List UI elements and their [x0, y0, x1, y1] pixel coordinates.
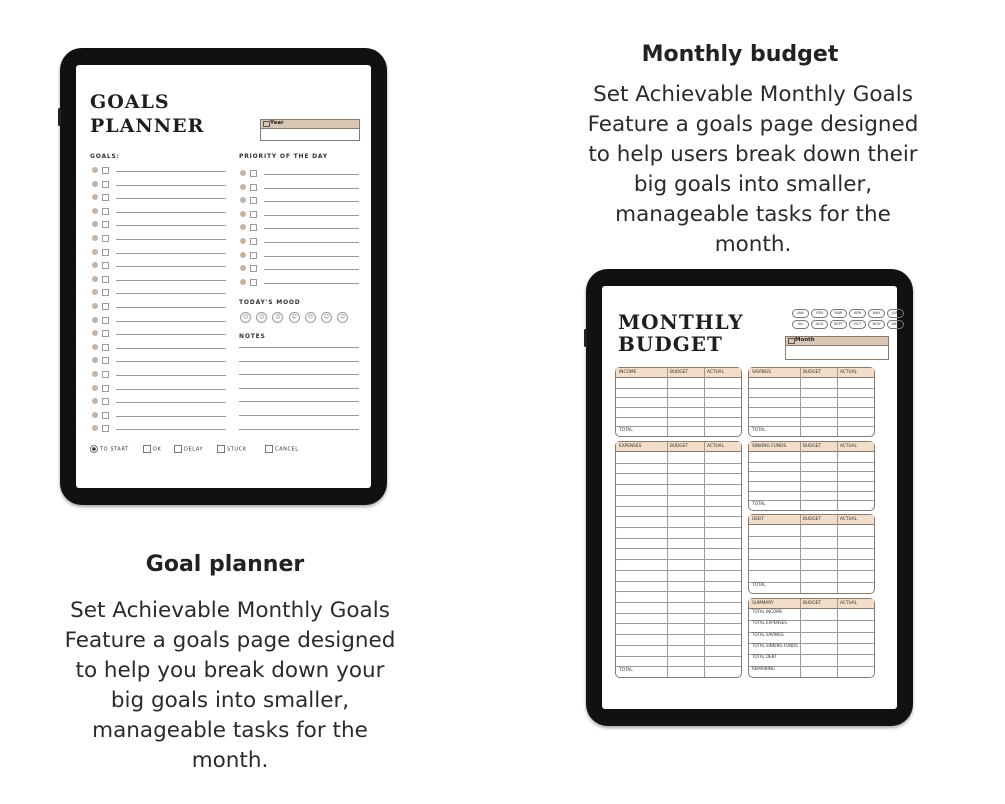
header-budget: BUDGET [670, 370, 689, 375]
goal-checkbox[interactable] [102, 344, 109, 351]
notes-line[interactable] [239, 429, 359, 430]
row-label: TOTAL DEBT [752, 654, 777, 660]
budget-title-line2: BUDGET [618, 332, 723, 356]
priority-line[interactable] [264, 188, 359, 189]
table-row[interactable] [616, 634, 741, 635]
table-row[interactable] [616, 426, 741, 427]
goal-line[interactable] [116, 348, 226, 349]
table-row[interactable] [616, 417, 741, 418]
mood-face-icon[interactable]: ☹ [305, 312, 316, 323]
goals-tablet [60, 48, 387, 505]
table-row[interactable] [616, 623, 741, 624]
goal-checkbox[interactable] [102, 289, 109, 296]
notes-line[interactable] [239, 361, 359, 362]
priority-line[interactable] [264, 174, 359, 175]
table-row[interactable] [749, 559, 874, 560]
table-row[interactable] [616, 484, 741, 485]
goal-line[interactable] [116, 266, 226, 267]
table-row[interactable] [616, 463, 741, 464]
goal-checkbox[interactable] [102, 425, 109, 432]
description-line: Set Achievable Monthly Goals [70, 598, 390, 623]
row-label: TOTAL SINKING FUNDS [752, 643, 798, 648]
table-row[interactable] [749, 491, 874, 492]
description-line: Set Achievable Monthly Goals [593, 82, 913, 107]
month-pill-nov[interactable]: NOV [868, 320, 885, 329]
goal-checkbox[interactable] [102, 167, 109, 174]
priority-checkbox[interactable] [250, 170, 257, 177]
total-label: TOTAL [619, 667, 633, 673]
budget-title-line1: MONTHLY [618, 310, 744, 334]
priority-checkbox[interactable] [250, 224, 257, 231]
status-dot[interactable] [92, 194, 98, 200]
goal-checkbox[interactable] [102, 371, 109, 378]
status-dot[interactable] [92, 317, 98, 323]
description-line: to help users break down their [588, 142, 918, 167]
status-dot[interactable] [92, 289, 98, 295]
dot-icon [90, 445, 98, 453]
mood-face-icon[interactable]: ☺ [289, 312, 300, 323]
table-summary [748, 598, 875, 678]
budget-heading: Monthly budget [641, 42, 839, 67]
header-actual: ACTUAL [840, 370, 857, 375]
notes-line[interactable] [239, 347, 359, 348]
table-row[interactable] [616, 666, 741, 667]
priority-checkbox[interactable] [250, 184, 257, 191]
goal-checkbox[interactable] [102, 412, 109, 419]
header-budget: BUDGET [670, 444, 689, 449]
priority-line[interactable] [264, 283, 359, 284]
description-line: month. [714, 232, 792, 257]
table-row[interactable] [616, 570, 741, 571]
goals-title-line2: PLANNER [90, 115, 205, 137]
priority-line[interactable] [264, 228, 359, 229]
budget-tablet [586, 269, 913, 726]
header-summary: SUMMARY [752, 601, 774, 606]
table-row[interactable] [749, 426, 874, 427]
table-row[interactable] [616, 613, 741, 614]
month-field[interactable] [785, 336, 889, 360]
goal-line[interactable] [116, 253, 226, 254]
table-row[interactable] [616, 538, 741, 539]
calendar-icon [788, 338, 795, 344]
header-sinking: SINKING FUNDS [752, 444, 787, 449]
legend-label: CANCEL [275, 446, 299, 453]
status-dot[interactable] [92, 371, 98, 377]
priority-checkbox[interactable] [250, 252, 257, 259]
goal-checkbox[interactable] [102, 262, 109, 269]
goal-line[interactable] [116, 171, 226, 172]
goal-line[interactable] [116, 429, 226, 430]
goal-line[interactable] [116, 225, 226, 226]
notes-label: NOTES [239, 333, 266, 340]
month-pill-jun[interactable]: JUN [887, 309, 904, 318]
priority-line[interactable] [264, 256, 359, 257]
description-line: Feature a goals page designed [64, 628, 396, 653]
month-pill-mar[interactable]: MAR [830, 309, 847, 318]
priority-line[interactable] [264, 215, 359, 216]
goal-line[interactable] [116, 402, 226, 403]
description-line: manageable tasks for the [615, 202, 891, 227]
description-line: to help you break down your [75, 658, 385, 683]
goal-checkbox[interactable] [102, 303, 109, 310]
table-row[interactable] [616, 591, 741, 592]
description-line: Feature a goals page designed [587, 112, 919, 137]
goal-checkbox[interactable] [102, 208, 109, 215]
table-savings [748, 367, 875, 437]
header-actual: ACTUAL [840, 517, 857, 522]
row-label: TOTAL INCOME [752, 609, 783, 614]
mood-face-icon[interactable]: ☺ [256, 312, 267, 323]
legend-label: DELAY [184, 446, 203, 453]
table-row[interactable] [749, 397, 874, 398]
total-label: TOTAL [752, 583, 766, 589]
priority-checkbox[interactable] [250, 238, 257, 245]
goal-checkbox[interactable] [102, 317, 109, 324]
status-dot[interactable] [92, 181, 98, 187]
goal-line[interactable] [116, 321, 226, 322]
priority-line[interactable] [264, 201, 359, 202]
table-row[interactable] [749, 582, 874, 583]
status-dot[interactable] [92, 344, 98, 350]
table-row[interactable] [749, 462, 874, 463]
goal-checkbox[interactable] [102, 221, 109, 228]
status-dot[interactable] [92, 167, 98, 173]
priority-label: PRIORITY OF THE DAY [239, 153, 328, 160]
header-debt: DEBT [752, 517, 764, 522]
header-income: INCOME [619, 370, 637, 375]
table-row[interactable] [749, 417, 874, 418]
goals-heading: Goal planner [145, 552, 305, 577]
description-line: manageable tasks for the [92, 718, 368, 743]
table-row[interactable] [616, 388, 741, 389]
cross-icon [265, 445, 273, 453]
table-row[interactable] [616, 645, 741, 646]
slash-icon [217, 445, 225, 453]
table-row[interactable] [749, 471, 874, 472]
priority-checkbox[interactable] [250, 197, 257, 204]
goals-label: GOALS: [90, 153, 120, 160]
legend-item-cross [265, 445, 299, 453]
goal-checkbox[interactable] [102, 235, 109, 242]
goal-line[interactable] [116, 293, 226, 294]
legend-item-slash [217, 445, 247, 453]
legend-item-arrow [174, 445, 203, 453]
year-field[interactable] [260, 119, 360, 141]
goal-checkbox[interactable] [102, 249, 109, 256]
table-row[interactable] [749, 536, 874, 537]
goal-line[interactable] [116, 239, 226, 240]
header-actual: ACTUAL [707, 370, 724, 375]
header-budget: BUDGET [803, 370, 822, 375]
table-income [615, 367, 742, 437]
goal-line[interactable] [116, 389, 226, 390]
goal-line[interactable] [116, 280, 226, 281]
table-debt [748, 514, 875, 594]
table-row[interactable] [616, 516, 741, 517]
status-dot[interactable] [92, 398, 98, 404]
month-pill-dec[interactable]: DEC [887, 320, 904, 329]
status-dot[interactable] [240, 238, 246, 244]
mood-face-icon[interactable]: ☺ [272, 312, 283, 323]
year-label: Year [270, 120, 284, 126]
status-dot[interactable] [92, 235, 98, 241]
goal-checkbox[interactable] [102, 194, 109, 201]
table-expenses [615, 441, 742, 678]
goals-description [30, 596, 430, 776]
month-pill-jan[interactable]: JAN [792, 309, 809, 318]
priority-checkbox[interactable] [250, 279, 257, 286]
goal-line[interactable] [116, 416, 226, 417]
header-actual: ACTUAL [707, 444, 724, 449]
month-pill-sept[interactable]: SEPT [830, 320, 847, 329]
status-dot[interactable] [92, 357, 98, 363]
status-dot[interactable] [240, 211, 246, 217]
table-row[interactable] [616, 473, 741, 474]
status-dot[interactable] [240, 252, 246, 258]
goal-checkbox[interactable] [102, 398, 109, 405]
status-dot[interactable] [92, 412, 98, 418]
table-row[interactable] [616, 495, 741, 496]
priority-line[interactable] [264, 269, 359, 270]
table-row[interactable] [616, 548, 741, 549]
table-row[interactable] [616, 602, 741, 603]
description-line: month. [191, 748, 269, 773]
mood-face-icon[interactable]: ☺ [240, 312, 251, 323]
header-budget: BUDGET [803, 517, 822, 522]
status-dot[interactable] [92, 276, 98, 282]
status-dot[interactable] [92, 425, 98, 431]
goal-checkbox[interactable] [102, 181, 109, 188]
row-label: TOTAL EXPENSES [752, 620, 787, 626]
month-pill-aug[interactable]: AUG [811, 320, 828, 329]
calendar-icon [263, 121, 270, 127]
status-dot[interactable] [240, 170, 246, 176]
mood-face-icon[interactable]: ☺ [321, 312, 332, 323]
table-row[interactable] [616, 656, 741, 657]
goal-checkbox[interactable] [102, 385, 109, 392]
status-dot[interactable] [92, 208, 98, 214]
goal-line[interactable] [116, 307, 226, 308]
description-line: big goals into smaller, [633, 172, 873, 197]
description-line: big goals into smaller, [110, 688, 350, 713]
goal-line[interactable] [116, 334, 226, 335]
month-pill-apr[interactable]: APR [849, 309, 866, 318]
row-label: TOTAL SAVINGS [752, 631, 784, 637]
mood-label: TODAY'S MOOD [239, 299, 301, 306]
goal-checkbox[interactable] [102, 276, 109, 283]
total-label: TOTAL [619, 427, 633, 433]
status-dot[interactable] [92, 330, 98, 336]
month-pill-jul[interactable]: JUL [792, 320, 809, 329]
arrow-icon [174, 445, 182, 453]
table-row[interactable] [749, 407, 874, 408]
priority-checkbox[interactable] [250, 211, 257, 218]
header-budget: BUDGET [803, 601, 822, 606]
status-dot[interactable] [240, 279, 246, 285]
table-row[interactable] [749, 481, 874, 482]
status-dot[interactable] [92, 249, 98, 255]
goal-line[interactable] [116, 212, 226, 213]
table-row[interactable] [616, 506, 741, 507]
mood-face-icon[interactable]: ☺ [337, 312, 348, 323]
goal-checkbox[interactable] [102, 330, 109, 337]
status-dot[interactable] [92, 385, 98, 391]
notes-line[interactable] [239, 415, 359, 416]
notes-line[interactable] [239, 388, 359, 389]
goal-checkbox[interactable] [102, 357, 109, 364]
legend-label: STUCK [227, 446, 247, 453]
status-dot[interactable] [240, 265, 246, 271]
table-row[interactable] [749, 548, 874, 549]
status-dot[interactable] [240, 184, 246, 190]
table-row[interactable] [616, 397, 741, 398]
goal-line[interactable] [116, 361, 226, 362]
header-budget: BUDGET [803, 444, 822, 449]
budget-screen [602, 286, 900, 709]
budget-description [553, 80, 953, 260]
legend-label: OK [153, 446, 162, 453]
total-label: TOTAL [752, 427, 766, 433]
table-row[interactable] [749, 500, 874, 501]
legend-label: TO START [100, 446, 129, 453]
table-row[interactable] [616, 527, 741, 528]
notes-line[interactable] [239, 401, 359, 402]
status-dot[interactable] [240, 197, 246, 203]
table-row[interactable] [616, 559, 741, 560]
table-row[interactable] [616, 581, 741, 582]
header-actual: ACTUAL [840, 444, 857, 449]
goal-line[interactable] [116, 198, 226, 199]
priority-line[interactable] [264, 242, 359, 243]
goals-screen [76, 65, 371, 488]
legend-item-dot [90, 445, 129, 453]
row-label: REMAINING [752, 665, 775, 671]
legend-item-check [143, 445, 161, 453]
goal-line[interactable] [116, 185, 226, 186]
table-sinking [748, 441, 875, 511]
priority-checkbox[interactable] [250, 265, 257, 272]
total-label: TOTAL [752, 501, 766, 507]
month-pill-oct[interactable]: OCT [849, 320, 866, 329]
header-expenses: EXPENSES [619, 444, 642, 449]
status-dot[interactable] [240, 224, 246, 230]
table-row[interactable] [749, 388, 874, 389]
header-savings: SAVINGS [752, 370, 771, 375]
goal-line[interactable] [116, 375, 226, 376]
goals-title-line1: GOALS [90, 91, 170, 113]
status-dot[interactable] [92, 221, 98, 227]
month-pill-may[interactable]: MAY [868, 309, 885, 318]
month-pill-feb[interactable]: FEB [811, 309, 828, 318]
month-label: Month [795, 337, 815, 343]
status-dot[interactable] [92, 262, 98, 268]
notes-line[interactable] [239, 374, 359, 375]
table-row[interactable] [749, 570, 874, 571]
status-dot[interactable] [92, 303, 98, 309]
header-actual: ACTUAL [840, 601, 857, 606]
table-row[interactable] [616, 407, 741, 408]
check-icon [143, 445, 151, 453]
